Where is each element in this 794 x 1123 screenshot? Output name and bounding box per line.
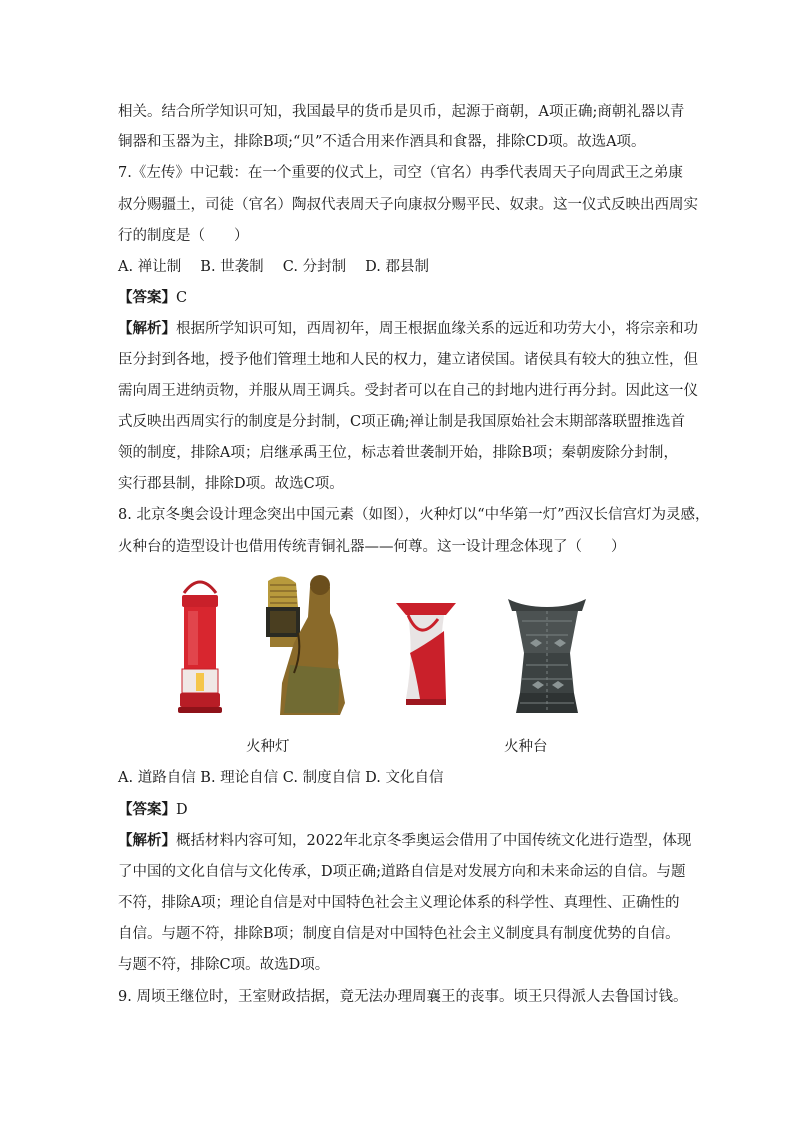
flame-stand-image (396, 603, 456, 705)
analysis-7-line: 式反映出西周实行的制度是分封制，C项正确;禅让制是我国原始社会末期部落联盟推选首 (118, 414, 685, 430)
answer-7 (118, 288, 678, 308)
question-8-line: 8. 北京冬奥会设计理念突出中国元素（如图），火种灯以“中华第一灯”西汉长信宫灯为灵感， (118, 507, 710, 523)
analysis-8-line: 不符，排除A项；理论自信是对中国特色社会主义理论体系的科学性、真理性、正确性的 (118, 895, 680, 911)
analysis-label: 【解析】 (118, 832, 176, 849)
analysis-7-line: 【解析】根据所学知识可知，西周初年，周王根据血缘关系的远近和功劳大小，将宗亲和功 (118, 320, 698, 337)
olympic-flame-figure (170, 573, 630, 725)
analysis-7-line: 实行郡县制，排除D项。故选C项。 (118, 476, 344, 492)
answer-8 (118, 800, 678, 820)
caption-flame-stand: 火种台 (504, 739, 548, 755)
question-7-options: A. 禅让制 B. 世袭制 C. 分封制 D. 郡县制 (118, 259, 430, 275)
answer-label: 【答案】 (118, 801, 176, 818)
analysis-label: 【解析】 (118, 320, 176, 337)
analysis-7-line: 臣分封到各地，授予他们管理土地和人民的权力，建立诸侯国。诸侯具有较大的独立性，但 (118, 352, 698, 368)
text-line: 铜器和玉器为主，排除B项;“贝”不适合用来作酒具和食器，排除CD项。故选A项。 (118, 134, 646, 150)
question-7-line: 行的制度是（ ） (118, 228, 249, 244)
analysis-8-line: 与题不符，排除C项。故选D项。 (118, 957, 330, 973)
analysis-7-line: 需向周王进纳贡物，并服从周王调兵。受封者可以在自己的封地内进行再分封。因此这一仪 (118, 383, 698, 399)
analysis-8-line: 了中国的文化自信与文化传承，D项正确;道路自信是对发展方向和未来命运的自信。与题 (118, 864, 686, 880)
he-zun-bronze-image (508, 599, 586, 713)
question-7-line: 叔分赐疆土，司徒（官名）陶叔代表周天子向康叔分赐平民、奴隶。这一仪式反映出西周实 (118, 197, 698, 213)
answer-value: D (176, 802, 188, 818)
analysis-7-line: 领的制度，排除A项；启继承禹王位，标志着世袭制开始，排除B项；秦朝废除分封制， (118, 445, 678, 461)
question-7-line: 7.《左传》中记载：在一个重要的仪式上，司空（官名）冉季代表周天子向周武王之弟康 (118, 165, 683, 181)
flame-lantern-image (178, 582, 222, 713)
question-8-options: A. 道路自信 B. 理论自信 C. 制度自信 D. 文化自信 (118, 770, 444, 786)
question-9-line: 9. 周顷王继位时，王室财政拮据，竟无法办理周襄王的丧事。顷王只得派人去鲁国讨钱。 (118, 989, 688, 1005)
analysis-8-line: 自信。与题不符，排除B项；制度自信是对中国特色社会主义制度具有制度优势的自信。 (118, 926, 680, 942)
analysis-8-line: 【解析】概括材料内容可知，2022年北京冬季奥运会借用了中国传统文化进行造型，体现 (118, 832, 692, 849)
changxin-palace-lamp-image (266, 575, 345, 715)
caption-flame-lantern: 火种灯 (246, 739, 290, 755)
answer-value: C (176, 290, 188, 306)
question-8-line: 火种台的造型设计也借用传统青铜礼器——何尊。这一设计理念体现了（ ） (118, 539, 626, 555)
answer-label: 【答案】 (118, 289, 176, 306)
text-line: 相关。结合所学知识可知，我国最早的货币是贝币，起源于商朝，A项正确;商朝礼器以青 (118, 104, 685, 120)
